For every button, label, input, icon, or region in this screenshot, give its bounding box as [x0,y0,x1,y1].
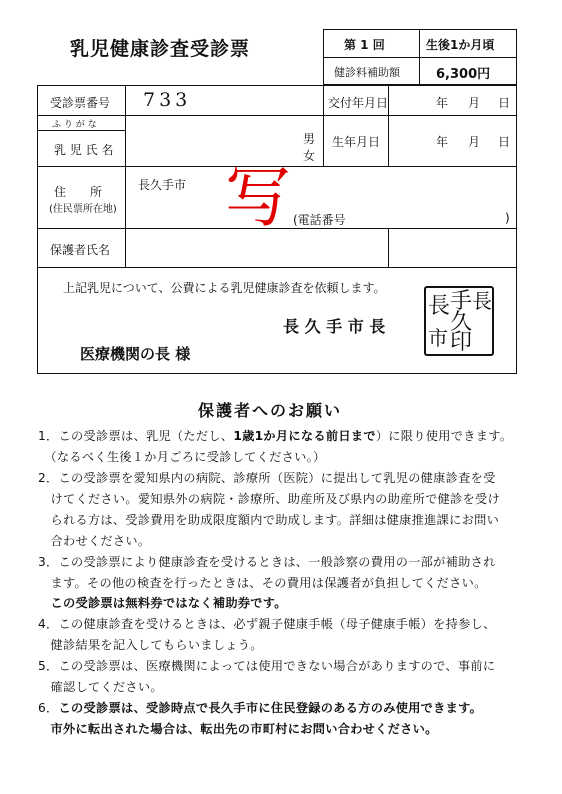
note-line [38,720,438,737]
seal-char-5: 市 [428,326,448,350]
note-line [38,657,495,674]
seal-char-2: 長 [472,289,492,313]
note-line [38,427,512,444]
issue-year: 年 [436,96,449,110]
note-line [38,615,496,632]
phone-close: ) [505,211,510,225]
note-emphasis: 市外に転出された場合は、転出先の市町村にお問い合わせください。 [50,722,438,736]
ticket-number-label: 受診票番号 [50,96,111,110]
ticket-number-value: 733 [143,89,192,111]
header-info-box [323,29,517,85]
birth-month: 月 [468,135,481,149]
phone-label: (電話番号 [293,213,346,227]
address-value: 長久手市 [138,178,187,192]
note-line [38,469,496,486]
note-line [38,511,499,528]
note-text [38,722,51,736]
birth-date-label: 生年月日 [332,135,381,149]
address-label: 住 所 [54,185,103,199]
addressee: 医療機関の長 様 [80,345,191,363]
note-text: られる方は、受診費用を助成限度額内で助成します。詳細は健康推進課にお問い [38,513,500,527]
round-label: 第 1 回 [344,38,385,52]
birth-year: 年 [436,135,449,149]
note-line [38,678,163,695]
note-line [38,636,263,653]
request-text: 上記乳児について、公費による乳児健康診査を依頼します。 [63,281,386,295]
page-title: 乳児健康診査受診票 [70,38,251,60]
note-text: けてください。愛知県外の病院・診療所、助産所及び県内の助産所で健診を受け [38,492,501,506]
subsidy-amount: 6,300円 [436,67,491,82]
note-line [38,699,482,716]
official-seal [424,286,494,356]
note-text [38,596,51,610]
note-emphasis: この受診票は、受診時点で長久手市に住民登録のある方のみ使用できます。 [58,701,483,715]
note-text: （なるべく生後１か月ごろに受診してください。） [38,450,326,464]
seal-char-6: 印 [450,330,473,355]
note-text: 1．この受診票は、乳児（ただし、 [38,429,234,443]
issue-date-label: 交付年月日 [328,96,389,110]
note-line [38,594,287,611]
note-text: ）に限り使用できます。 [375,429,513,443]
note-line [38,532,150,549]
seal-char-1: 手 [450,289,473,314]
note-text: 5．この受診票は、医療機関によっては使用できない場合がありますので、事前に [38,659,496,673]
note-text: 4．この健康診査を受けるときは、必ず親子健康手帳（母子健康手帳）を持参し、 [38,617,496,631]
address-sub-label: (住民票所在地) [49,204,117,215]
note-text: 2．この受診票を愛知県内の病院、診療所（医院）に提出して乳児の健康診査を受 [38,471,496,485]
note-emphasis: この受診票は無料券ではなく補助券です。 [50,596,287,610]
note-line [38,574,487,591]
note-line [38,490,500,507]
issuer-name: 長 久 手 市 長 [283,317,386,336]
note-text: 健診結果を記入してもらいましょう。 [38,638,263,652]
seal-char-4: 長 [428,294,451,319]
sex-male: 男 [303,132,316,146]
note-line [38,448,326,465]
note-text: 3．この受診票により健康診査を受けるときは、一般診察の費用の一部が補助され [38,555,496,569]
note-line [38,553,496,570]
notes-title: 保護者へのお願い [198,401,343,420]
issue-day: 日 [498,96,511,110]
infant-name-label: 乳 児 氏 名 [54,143,114,157]
timing-label: 生後1か月頃 [426,38,495,52]
seal-char-3: 久 [450,310,473,335]
sample-stamp-mark: 写 [225,159,291,236]
subsidy-label: 健診料補助額 [334,66,400,79]
birth-day: 日 [498,135,511,149]
note-text: 6． [38,701,59,715]
note-text: 確認してください。 [38,680,163,694]
note-text: 合わせください。 [38,534,151,548]
furigana-label: ふ り が な [52,120,97,130]
sex-female: 女 [303,149,316,163]
note-emphasis: 1歳1か月になる前日まで [233,429,376,443]
guardian-name-label: 保護者氏名 [50,243,111,257]
issue-month: 月 [468,96,481,110]
note-text: ます。その他の検査を行ったときは、その費用は保護者が負担してください。 [38,576,487,590]
